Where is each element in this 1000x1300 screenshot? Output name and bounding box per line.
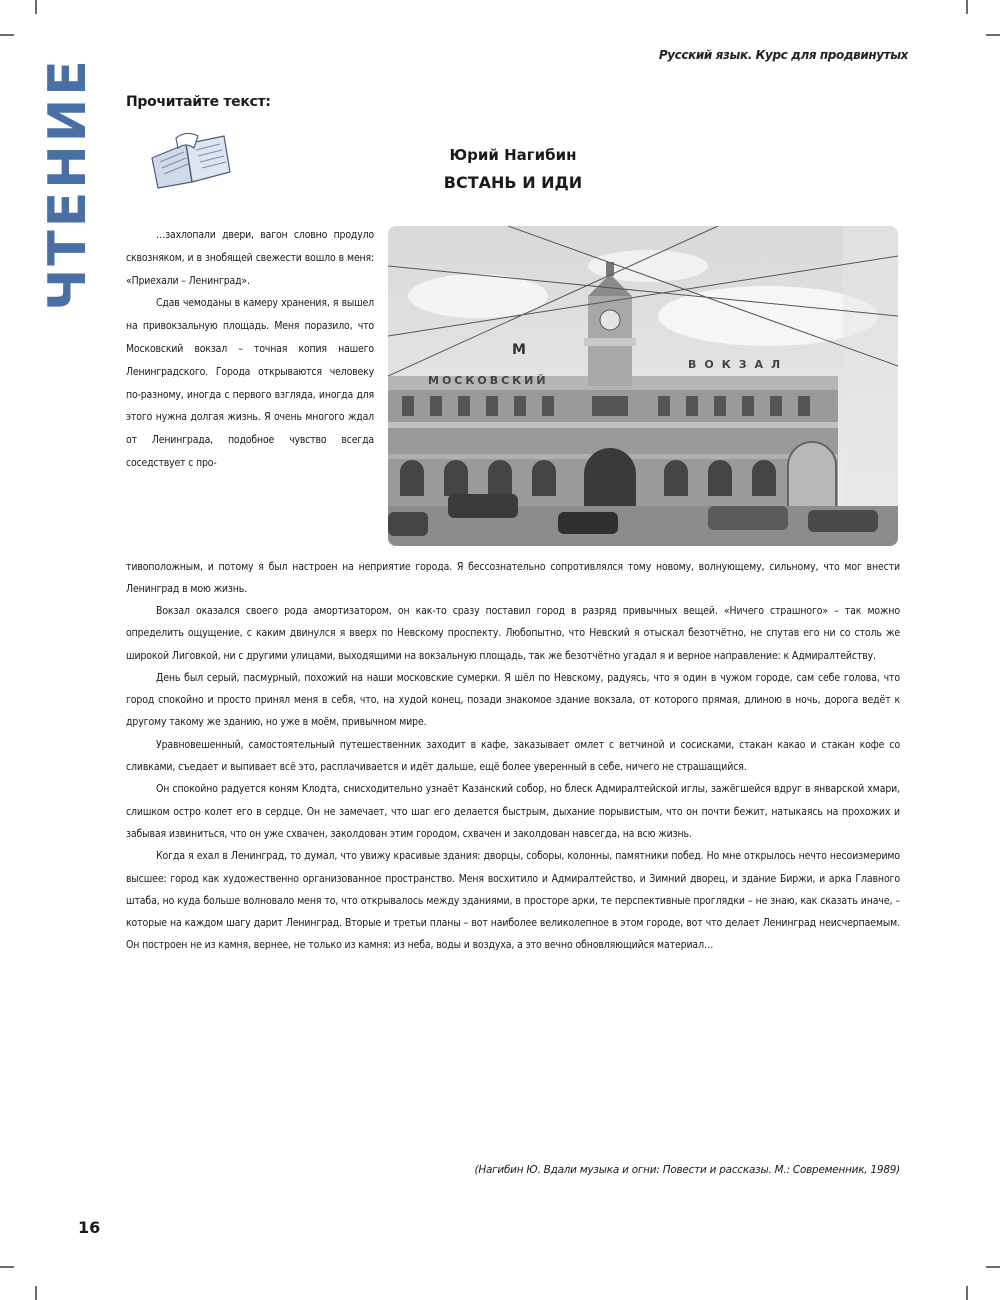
running-head: Русский язык. Курс для продвинутых	[658, 48, 908, 62]
source-citation: (Нагибин Ю. Вдали музыка и огни: Повести и рассказы. М.: Современник, 1989)	[474, 1164, 900, 1176]
crop-mark	[0, 34, 14, 36]
reading-instruction: Прочитайте текст:	[126, 94, 271, 110]
paragraph: День был серый, пасмурный, похожий на наши московские сумерки. Я шёл по Невскому, радуясь, что я один в чужом городе, сам себе голова, что город спокойно и просто принял меня в себя, что, на худой конец, позади знакомое здание вокзала, от которого прямая, длиною в ночь, дорога ведёт к другому такому же зданию, но уже в моём, привычном мире.	[126, 671, 900, 729]
lead-text	[126, 224, 374, 475]
paragraph: Вокзал оказался своего рода амортизатором, он как-то сразу поставил город в разряд привычных вещей. «Ничего страшного» – так можно определить ощущение, с каким двинулся я вверх по Невскому проспекту. Любопытно, что Невский я отыскал безотчётно, не спутав его ни со столь же широкой Лиговкой, ни с другими улицами, выходящими на вокзальную площадь, так же безотчётно угадал я и верное направление: к Адмиралтейству.	[126, 605, 900, 662]
crop-mark	[35, 1286, 37, 1300]
paragraph-continuation: тивоположным, и потому я был настроен на неприятие города. Я бессознательно сопротивлялся тому новому, волнующему, сильному, что мог внести Ленинград в мою жизнь.	[126, 561, 900, 596]
paragraph: …захлопали двери, вагон словно продуло сквозняком, и в знобящей свежести вошло в меня: «Приехали – Ленинград».	[126, 229, 374, 287]
paragraph: Сдав чемоданы в камеру хранения, я вышел на привокзальную площадь. Меня поразило, что Московский вокзал – точная копия нашего Ленинградского. Города открываются человеку по-разному, иногда с первого взгляда, иногда для этого нужна долгая жизнь. Я очень многого ждал от Ленинграда, подобное чувство всегда соседствует с про-	[126, 297, 374, 469]
paragraph: Когда я ехал в Ленинград, то думал, что увижу красивые здания: дворцы, соборы, колонны, памятники побед. Но мне открылось нечто несоизмеримо высшее: город как художественно организованное пространство. Меня восхитило и Адмиралтейство, и Зимний дворец, и здание Биржи, и арка Главного штаба, но куда больше волновало меня то, что открывалось между зданиями, в просторе арки, те перспективные проглядки – не знаю, как сказать иначе, – которые на каждом шагу дарит Ленинград. Вторые и третьи планы – вот наиболее великолепное в этом городе, вот что делает Ленинград неисчерпаемым. Он построен не из камня, вернее, не только из камня: из неба, воды и воздуха, а это вечно обновляющийся материал…	[126, 850, 900, 952]
crop-mark	[966, 1286, 968, 1300]
section-label	[32, 57, 104, 311]
paragraph: Уравновешенный, самостоятельный путешественник заходит в кафе, заказывает омлет с ветчиной и сосисками, стакан какао и стакан кофе со сливками, съедает и выпивает всё это, расплачивается и идёт дальше, ещё более уверенный в себе, ничего не страшащийся.	[126, 738, 900, 774]
crop-mark	[986, 1266, 1000, 1268]
facade-sign: МОСКОВСКИЙ	[428, 374, 549, 387]
crop-mark	[986, 34, 1000, 36]
paragraph: Он спокойно радуется коням Клодта, снисходительно узнаёт Казанский собор, но блеск Адмиралтейской иглы, зажёгшейся вдруг в январской хмари, слишком остро колет его в сердце. Он не замечает, что шаг его делается быстрым, дыхание порывистым, что он почти бежит, натыкаясь на прохожих и забывая извиниться, что он уже схвачен, заколдован этим городом, схвачен и заколдован навсегда, на всю жизнь.	[126, 783, 900, 840]
page-number: 16	[78, 1218, 101, 1237]
crop-mark	[966, 0, 968, 14]
station-photo	[388, 226, 898, 546]
author-name: Юрий Нагибин	[449, 146, 577, 164]
story-title: ВСТАНЬ И ИДИ	[443, 173, 583, 192]
open-book-icon	[146, 128, 236, 190]
crop-mark	[0, 1266, 14, 1268]
section-label-text: ЧТЕНИЕ	[38, 57, 99, 311]
crop-mark	[35, 0, 37, 14]
facade-sign-right: ВОКЗАЛ	[688, 358, 789, 371]
main-text	[126, 600, 900, 957]
tower-letter: М	[512, 342, 526, 358]
